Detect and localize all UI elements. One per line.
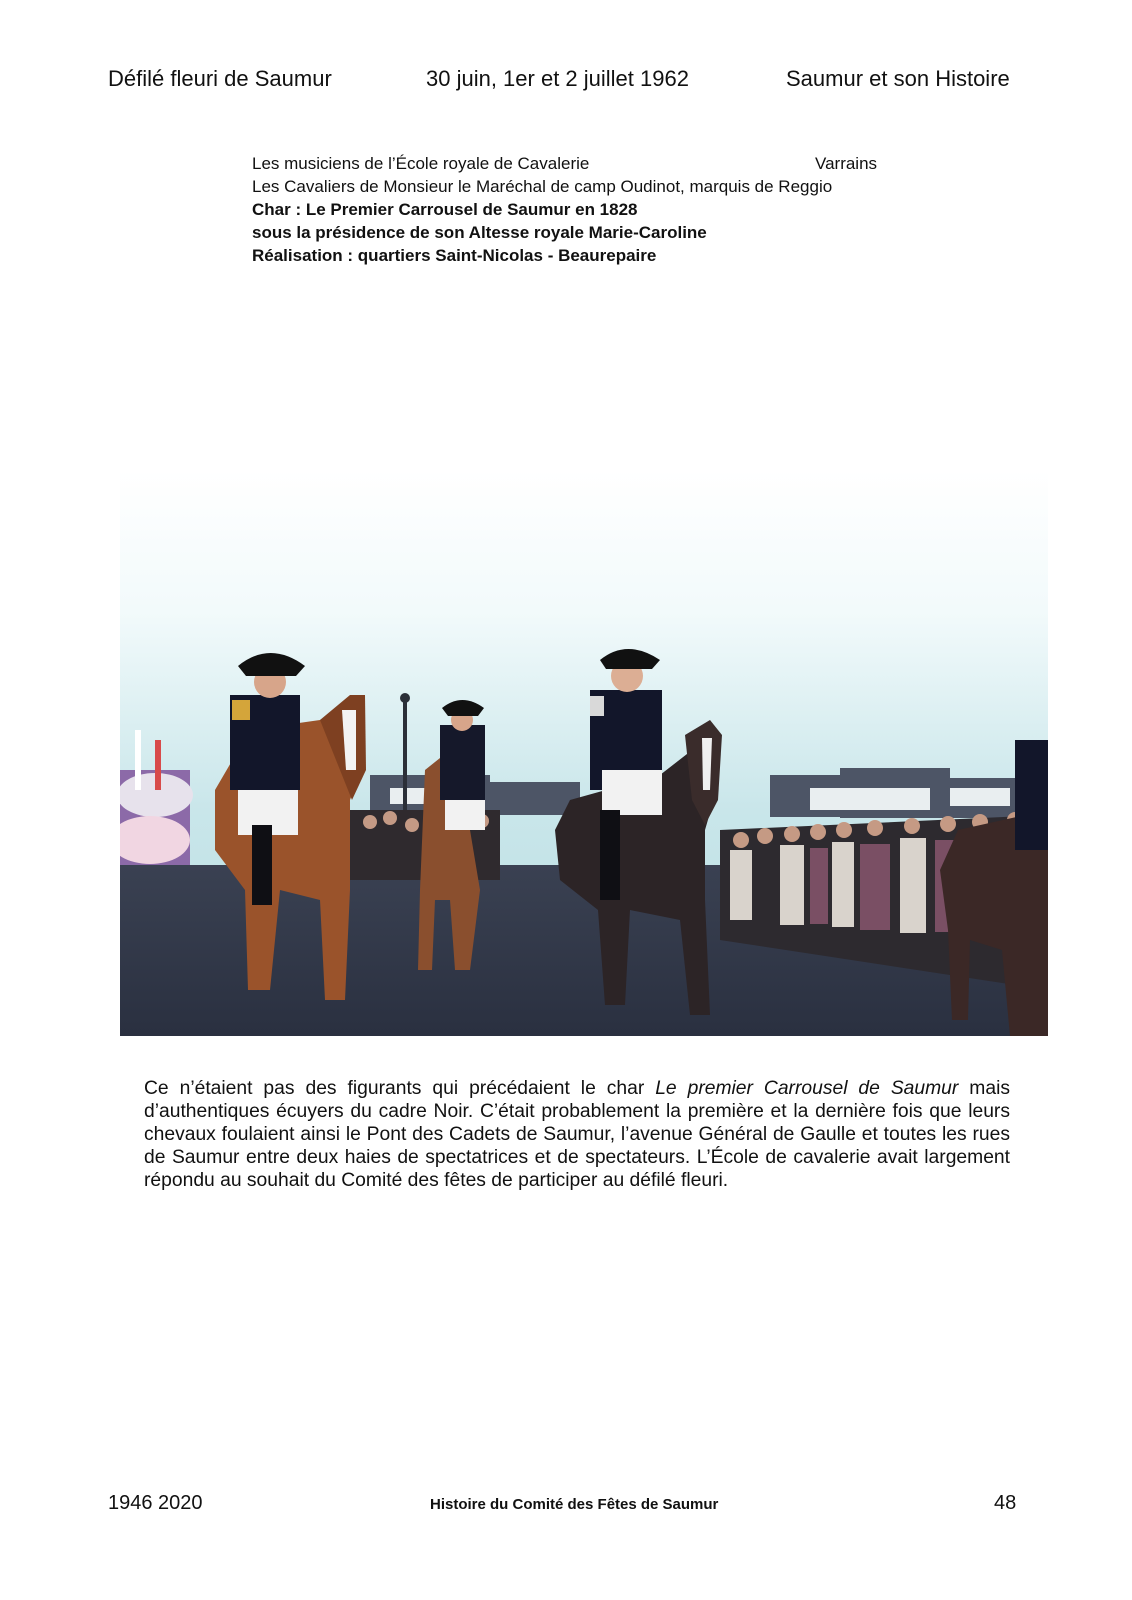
page-number: 48	[994, 1492, 1017, 1514]
parade-horsemen-photo	[120, 470, 1048, 1036]
header-date: 30 juin, 1er et 2 juillet 1962	[426, 66, 689, 91]
caption-float-title: Char : Le Premier Carrousel de Saumur en 1828	[252, 200, 638, 219]
caption-line-musicians: Les musiciens de l’École royale de Cavalerie	[252, 154, 590, 173]
body-paragraph	[144, 1077, 1010, 1192]
caption-line-cavaliers: Les Cavaliers de Monsieur le Maréchal de camp Oudinot, marquis de Reggio	[252, 177, 833, 196]
footer-years: 1946 2020	[108, 1492, 203, 1514]
header-series: Saumur et son Histoire	[786, 66, 1010, 91]
footer-book-title: Histoire du Comité des Fêtes de Saumur	[430, 1496, 719, 1513]
body-float-name: Le premier Carrousel de Saumur	[655, 1078, 959, 1099]
caption-realisation: Réalisation : quartiers Saint-Nicolas - Beaurepaire	[252, 246, 657, 265]
header-title: Défilé fleuri de Saumur	[108, 66, 332, 91]
body-text-part-2: mais d’authentiques écuyers du cadre Noir. C’était probablement la première et la dernière fois que leurs chevaux foulaient ainsi le Pont des Cadets de Saumur, l’avenue Général de Gaulle et toutes les rues de Saumur entre deux haies de spectatrices et de spectateurs. L’École de cavalerie avait largement répondu au souhait du Comité des fêtes de participer au défilé fleuri.	[144, 1078, 1010, 1191]
caption-float-subtitle: sous la présidence de son Altesse royale Marie-Caroline	[252, 223, 707, 242]
caption-location: Varrains	[815, 154, 878, 173]
body-text-part-1: Ce n’étaient pas des figurants qui précédaient le char	[144, 1078, 656, 1099]
